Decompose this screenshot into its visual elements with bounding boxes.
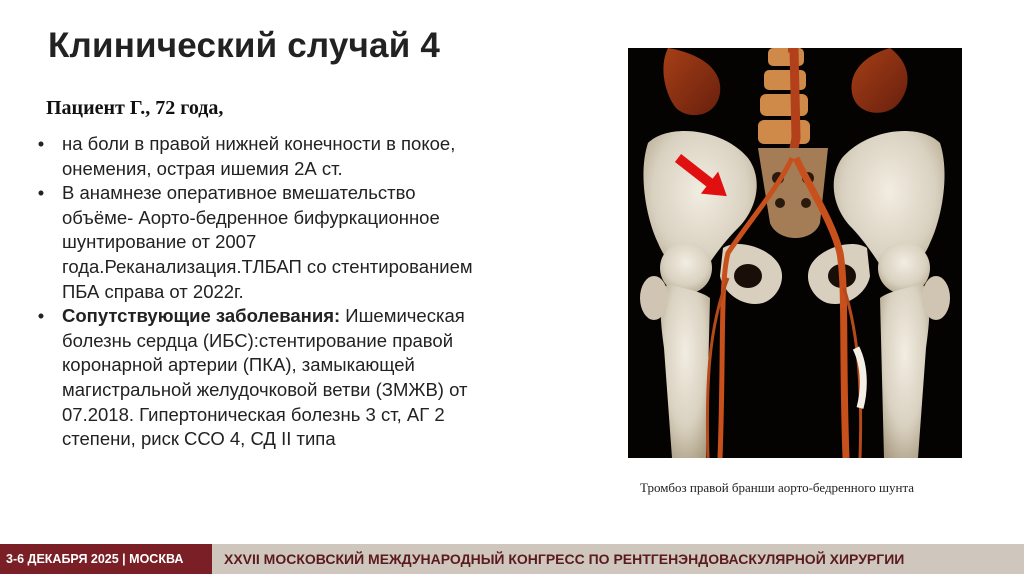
bullet-line: шунтирование от 2007 — [62, 231, 257, 253]
bullet-item — [34, 181, 534, 304]
bullet-line: В анамнезе оперативное вмешательство — [62, 182, 416, 204]
ct-scan-illustration — [628, 48, 962, 458]
bullet-line: объёме- Аорто-бедренное бифуркационное — [62, 206, 440, 228]
ct-angiography-image — [628, 48, 962, 458]
right-kidney — [851, 48, 907, 113]
bullet-line: года.Реканализация.ТЛБАП со стентированием — [62, 255, 473, 277]
bullet-line: коронарной артерии (ПКА), замыкающей — [62, 354, 415, 376]
bullet-line: магистральной желудочковой ветви (ЗМЖВ) от — [62, 378, 468, 400]
bullet-marker: • — [37, 133, 45, 154]
footer-bar — [0, 544, 1024, 574]
bullet-bold-label: Сопутствующие заболевания: — [62, 305, 341, 327]
footer-congress-name: XXVII МОСКОВСКИЙ МЕЖДУНАРОДНЫЙ КОНГРЕСС ПО РЕНТГЕНЭНДОВАСКУЛЯРНОЙ ХИРУРГИИ — [212, 544, 1024, 574]
bullet-line: ПБА справа от 2022г. — [62, 280, 244, 302]
bullet-item — [34, 132, 534, 181]
image-caption: Тромбоз правой бранши аорто-бедренного шунта — [640, 480, 915, 495]
bullet-line: на боли в правой нижней конечности в покое, — [62, 133, 456, 154]
bullet-item — [34, 304, 534, 452]
bullet-line: болезнь сердца (ИБС):стентирование правой — [62, 329, 454, 351]
left-kidney — [663, 48, 720, 115]
bullet-line: онемения, острая ишемия 2А ст. — [62, 157, 343, 179]
bullet-marker: • — [37, 182, 45, 204]
bullet-line: 07.2018. Гипертоническая болезнь 3 ст, АГ 2 — [62, 403, 445, 425]
femur-right — [880, 283, 929, 458]
bullet-line-text: Ишемическая — [340, 305, 465, 327]
footer-date-location: 3-6 ДЕКАБРЯ 2025 | МОСКВА — [0, 544, 212, 574]
bullet-list — [34, 132, 534, 452]
spine — [758, 48, 810, 144]
bullet-line — [62, 304, 534, 329]
femur-left — [661, 283, 710, 458]
bullet-line: степени, риск ССО 4, СД II типа — [62, 428, 336, 450]
slide-title: Клинический случай 4 — [48, 26, 441, 65]
bullet-marker: • — [37, 305, 45, 327]
patient-heading: Пациент Г., 72 года, — [46, 97, 224, 119]
